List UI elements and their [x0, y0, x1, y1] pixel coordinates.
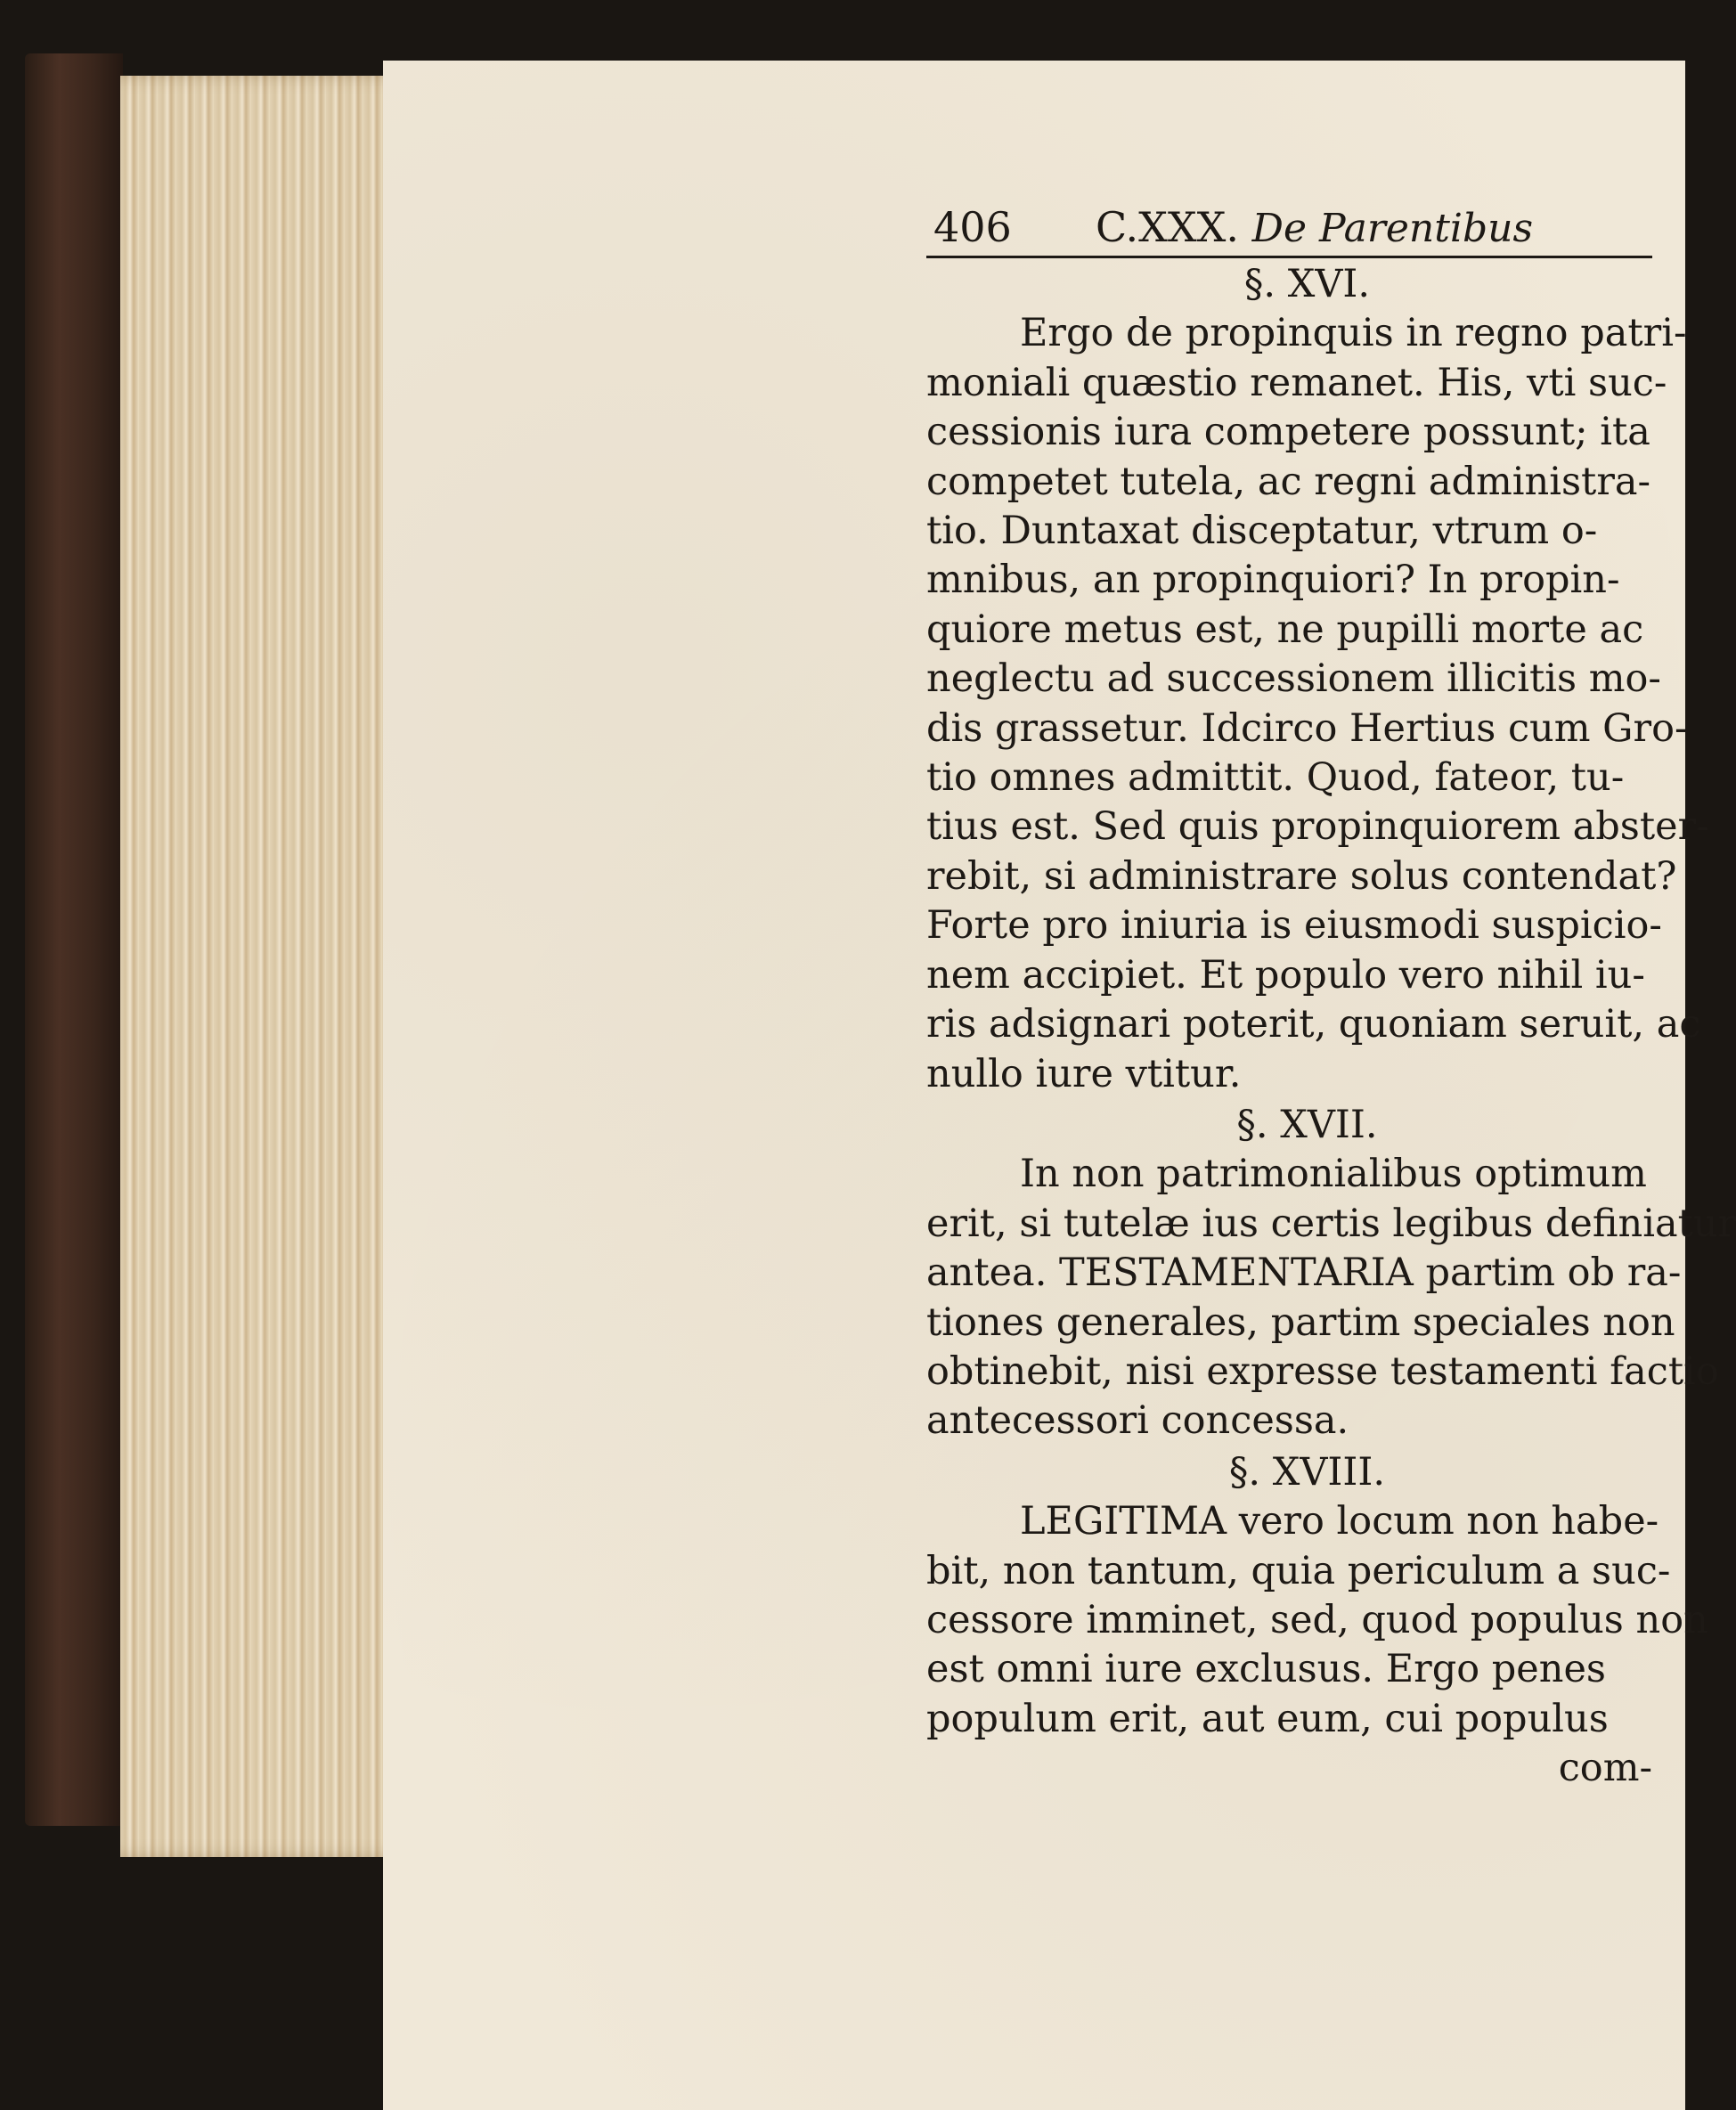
- running-title: C.XXX. De Parentibus: [1096, 203, 1534, 251]
- paragraph: [926, 1497, 1708, 1744]
- text-line: neglectu ad successionem illicitis mo-: [926, 656, 1661, 702]
- text-line: dis grassetur. Idcirco Hertius cum Gro-: [926, 705, 1688, 751]
- text-line: nullo iure vtitur.: [926, 1051, 1242, 1096]
- text-line: tiones generales, partim speciales non: [926, 1299, 1675, 1345]
- text-line: Forte pro iniuria is eiusmodi suspicio-: [926, 903, 1662, 949]
- text-line: erit, si tutelæ ius certis legibus definiatur: [926, 1201, 1736, 1246]
- text-line: mnibus, an propinquiori? In propin-: [926, 558, 1620, 603]
- text-line: competet tutela, ac regni administra-: [926, 459, 1651, 504]
- section-heading: §. XVIII.: [1228, 1449, 1386, 1495]
- running-header: [926, 200, 1652, 258]
- text-line: antea. TESTAMENTARIA partim ob ra-: [926, 1251, 1682, 1296]
- text-line: tio. Duntaxat disceptatur, vtrum o-: [926, 509, 1598, 554]
- text-line: populum erit, aut eum, cui populus: [926, 1696, 1609, 1741]
- text-line: cessore imminet, sed, quod populus non: [926, 1597, 1708, 1642]
- book-binding: [25, 53, 123, 1826]
- text-line: LEGITIMA vero locum non habe-: [1020, 1499, 1659, 1544]
- page-edges: [120, 76, 414, 1857]
- text-line: Ergo de propinquis in regno patri-: [1020, 311, 1687, 356]
- section-heading: §. XVI.: [1243, 262, 1371, 306]
- text-line: ris adsignari poterit, quoniam seruit, ac: [926, 1002, 1701, 1047]
- text-line: quiore metus est, ne pupilli morte ac: [926, 607, 1644, 652]
- page-number: 406: [933, 203, 1012, 251]
- text-line: antecessori concessa.: [926, 1398, 1349, 1444]
- text-line: nem accipiet. Et populo vero nihil iu-: [926, 952, 1645, 998]
- section-heading: §. XVII.: [1236, 1102, 1378, 1147]
- page-text: [926, 200, 1736, 1794]
- paragraph: [926, 1150, 1736, 1446]
- text-line: moniali quæstio remanet. His, vti suc-: [926, 360, 1667, 405]
- text-line: tius est. Sed quis propinquiorem abster-: [926, 804, 1709, 850]
- text-line: est omni iure exclusus. Ergo penes: [926, 1647, 1606, 1692]
- text-line: obtinebit, nisi expresse testamenti factio: [926, 1348, 1719, 1394]
- text-line: bit, non tantum, quia periculum a suc-: [926, 1548, 1671, 1593]
- text-line: In non patrimonialibus optimum: [1020, 1152, 1647, 1197]
- text-line: cessionis iura competere possunt; ita: [926, 410, 1650, 455]
- text-line: rebit, si administrare solus contendat?: [926, 853, 1677, 899]
- text-line: tio omnes admittit. Quod, fateor, tu-: [926, 755, 1625, 801]
- paragraph: [926, 309, 1709, 1099]
- catchword: com-: [1558, 1746, 1652, 1791]
